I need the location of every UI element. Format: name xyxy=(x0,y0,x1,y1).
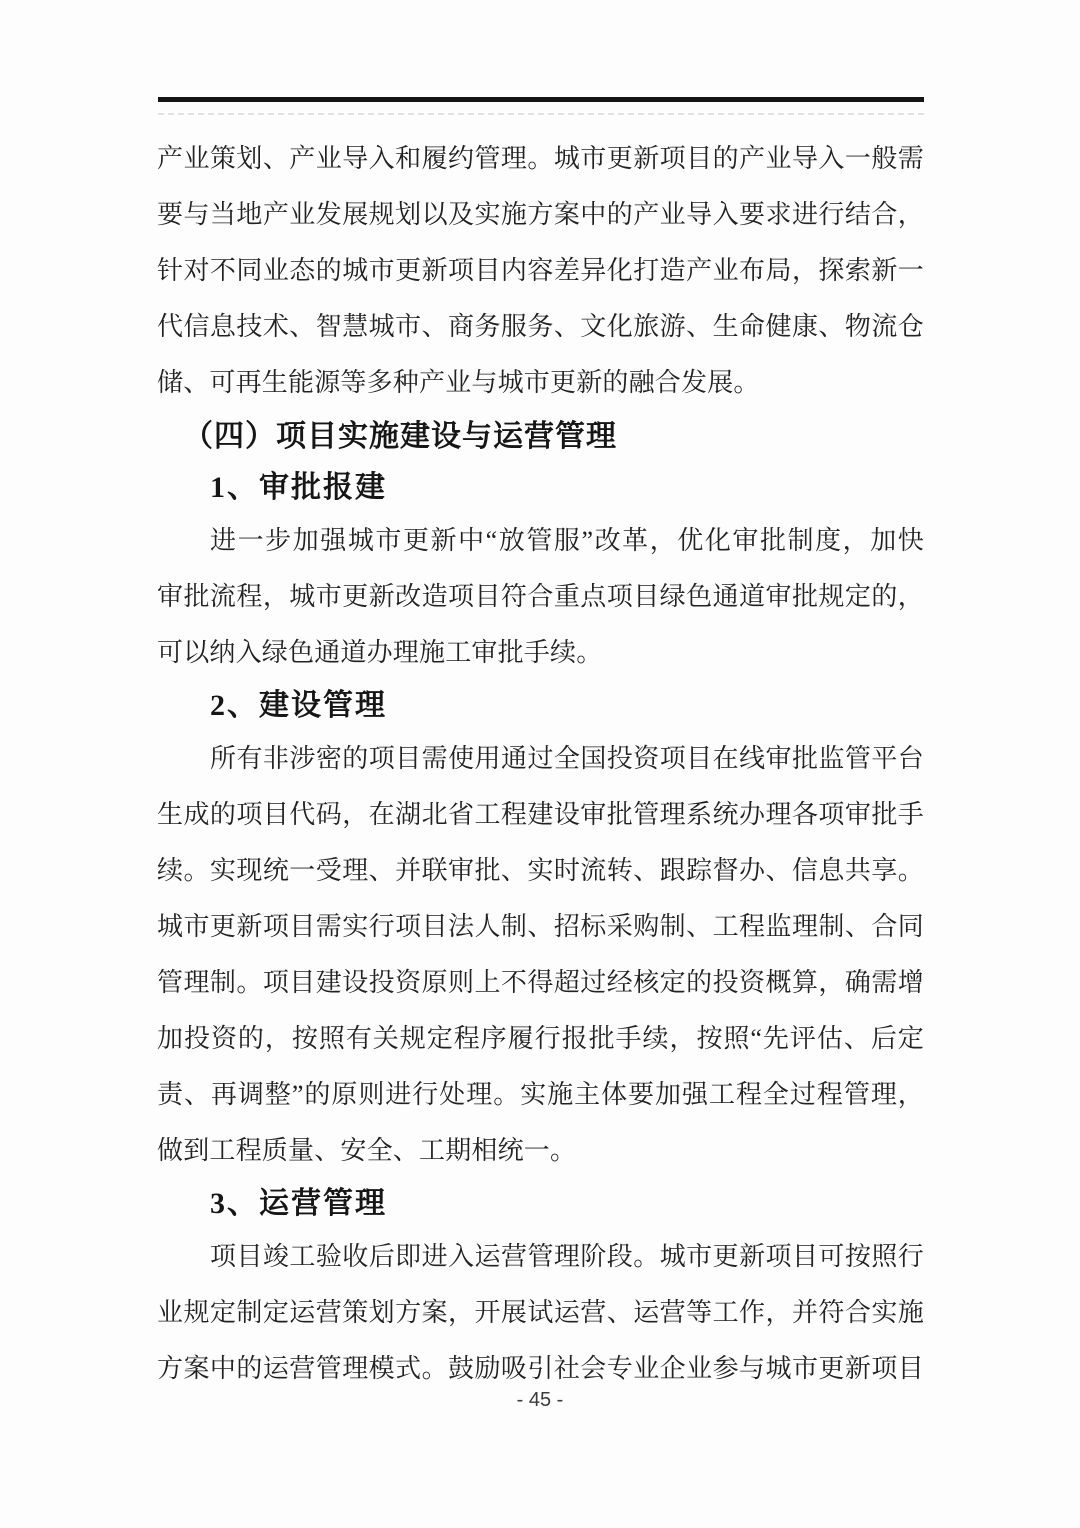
heading-sub: 2、建设管理 xyxy=(210,689,387,722)
body-text-line: 责、再调整”的原则进行处理。实施主体要加强工程全过程管理， xyxy=(157,1080,924,1109)
body-text-line: 储、可再生能源等多种产业与城市更新的融合发展。 xyxy=(157,368,760,397)
body-text-line: 管理制。项目建设投资原则上不得超过经核定的投资概算，确需增 xyxy=(157,968,924,997)
body-text-line: 做到工程质量、安全、工期相统一。 xyxy=(157,1136,577,1165)
body-text-line: 业规定制定运营策划方案，开展试运营、运营等工作，并符合实施 xyxy=(157,1298,924,1327)
body-text-line: 项目竣工验收后即进入运营管理阶段。城市更新项目可按照行 xyxy=(210,1242,924,1271)
document-body xyxy=(157,131,924,1397)
body-text-line: 可以纳入绿色通道办理施工审批手续。 xyxy=(157,638,603,667)
body-text-line: 生成的项目代码，在湖北省工程建设审批管理系统办理各项审批手 xyxy=(157,800,924,829)
body-text-line: 进一步加强城市更新中“放管服”改革，优化审批制度，加快 xyxy=(210,526,924,555)
body-text-line: 要与当地产业发展规划以及实施方案中的产业导入要求进行结合， xyxy=(157,200,924,229)
page-number: - 45 - xyxy=(516,1389,564,1411)
body-text-line: 方案中的运营管理模式。鼓励吸引社会专业企业参与城市更新项目 xyxy=(157,1354,924,1383)
body-text-line: 所有非涉密的项目需使用通过全国投资项目在线审批监管平台 xyxy=(210,744,924,773)
body-text-line: 加投资的，按照有关规定程序履行报批手续，按照“先评估、后定 xyxy=(157,1024,924,1053)
body-text-line: 审批流程，城市更新改造项目符合重点项目绿色通道审批规定的， xyxy=(157,582,924,611)
body-text-line: 续。实现统一受理、并联审批、实时流转、跟踪督办、信息共享。 xyxy=(157,856,924,885)
header-rule-shadow xyxy=(158,113,924,115)
header-rule xyxy=(158,97,924,102)
body-text-line: 城市更新项目需实行项目法人制、招标采购制、工程监理制、合同 xyxy=(157,912,924,941)
body-text-line: 针对不同业态的城市更新项目内容差异化打造产业布局，探索新一 xyxy=(157,256,924,285)
heading-section: （四）项目实施建设与运营管理 xyxy=(183,420,617,453)
heading-sub: 1、审批报建 xyxy=(210,471,387,504)
heading-sub: 3、运营管理 xyxy=(210,1187,387,1220)
body-text-line: 代信息技术、智慧城市、商务服务、文化旅游、生命健康、物流仓 xyxy=(157,312,924,341)
body-text-line: 产业策划、产业导入和履约管理。城市更新项目的产业导入一般需 xyxy=(157,144,924,173)
